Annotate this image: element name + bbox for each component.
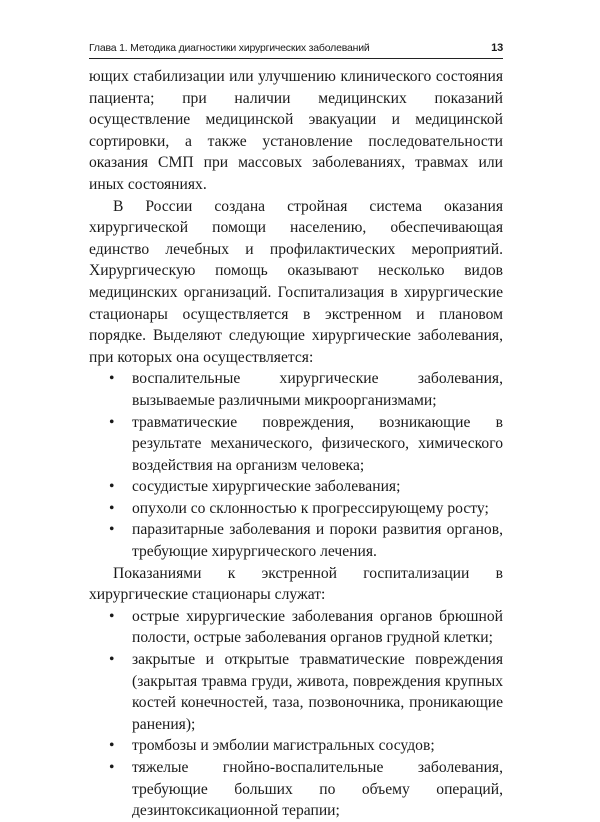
header-rule <box>89 58 503 59</box>
bullet-icon: • <box>109 737 115 755</box>
list-item: • паразитарные заболевания и пороки развития органов, требующие хирургического лечения. <box>109 521 503 561</box>
disease-list <box>89 368 503 562</box>
indication-list <box>89 606 503 822</box>
bullet-icon: • <box>109 370 115 388</box>
chapter-title: Глава 1. Методика диагностики хирургических заболеваний <box>89 42 370 54</box>
bullet-icon: • <box>109 521 115 539</box>
body-text <box>89 66 503 822</box>
list-item: • тромбозы и эмболии магистральных сосудов; <box>89 735 503 757</box>
bullet-icon: • <box>109 413 115 431</box>
bullet-icon: • <box>109 499 115 517</box>
bullet-icon: • <box>109 651 115 669</box>
list-item: • сосудистые хирургические заболевания; <box>89 476 503 498</box>
bullet-icon: • <box>109 478 115 496</box>
list-item: • тяжелые гнойно-воспалительные заболевания, требующие больших по объему операций, дезинтоксикационной терапии; <box>109 759 503 820</box>
paragraph-surgical-system: В России создана стройная система оказания хирургической помощи населению, обеспечивающая единство лечебных и профилактических мероприятий. Хирургическую помощь оказывают несколько видов медицинских организаций. Госпитализация в хирургические стационары осуществляется в экстренном и плановом порядке. Выделяют следующие хирургические заболевания, при которых она осуществляется: <box>89 197 503 366</box>
list-item: • травматические повреждения, возникающие в результате механического, физического, химического воздействия на организм человека; <box>109 413 503 474</box>
bullet-icon: • <box>109 607 115 625</box>
paragraph-continuation: ющих стабилизации или улучшению клинического состояния пациента; при наличии медицинских показаний осуществление медицинской эвакуации и медицинской сортировки, а также установление последовательности оказания СМП при массовых заболеваниях, травмах или иных состояниях. <box>89 68 503 193</box>
list-item: • воспалительные хирургические заболевания, вызываемые различными микроорганизмами; <box>109 370 503 409</box>
page-number: 13 <box>491 42 503 54</box>
bullet-icon: • <box>109 759 115 776</box>
list-item: • опухоли со склонностью к прогрессирующему росту; <box>89 498 503 520</box>
list-item: • острые хирургические заболевания органов брюшной полости, острые заболевания органов грудной клетки; <box>109 607 503 647</box>
list-item: • закрытые и открытые травматические повреждения (закрытая травма груди, живота, повреждения крупных костей конечностей, таза, позвоночника, проникающие ранения); <box>109 651 503 733</box>
paragraph-emergency-indications: Показаниями к экстренной госпитализации в хирургические стационары служат: <box>89 564 503 604</box>
